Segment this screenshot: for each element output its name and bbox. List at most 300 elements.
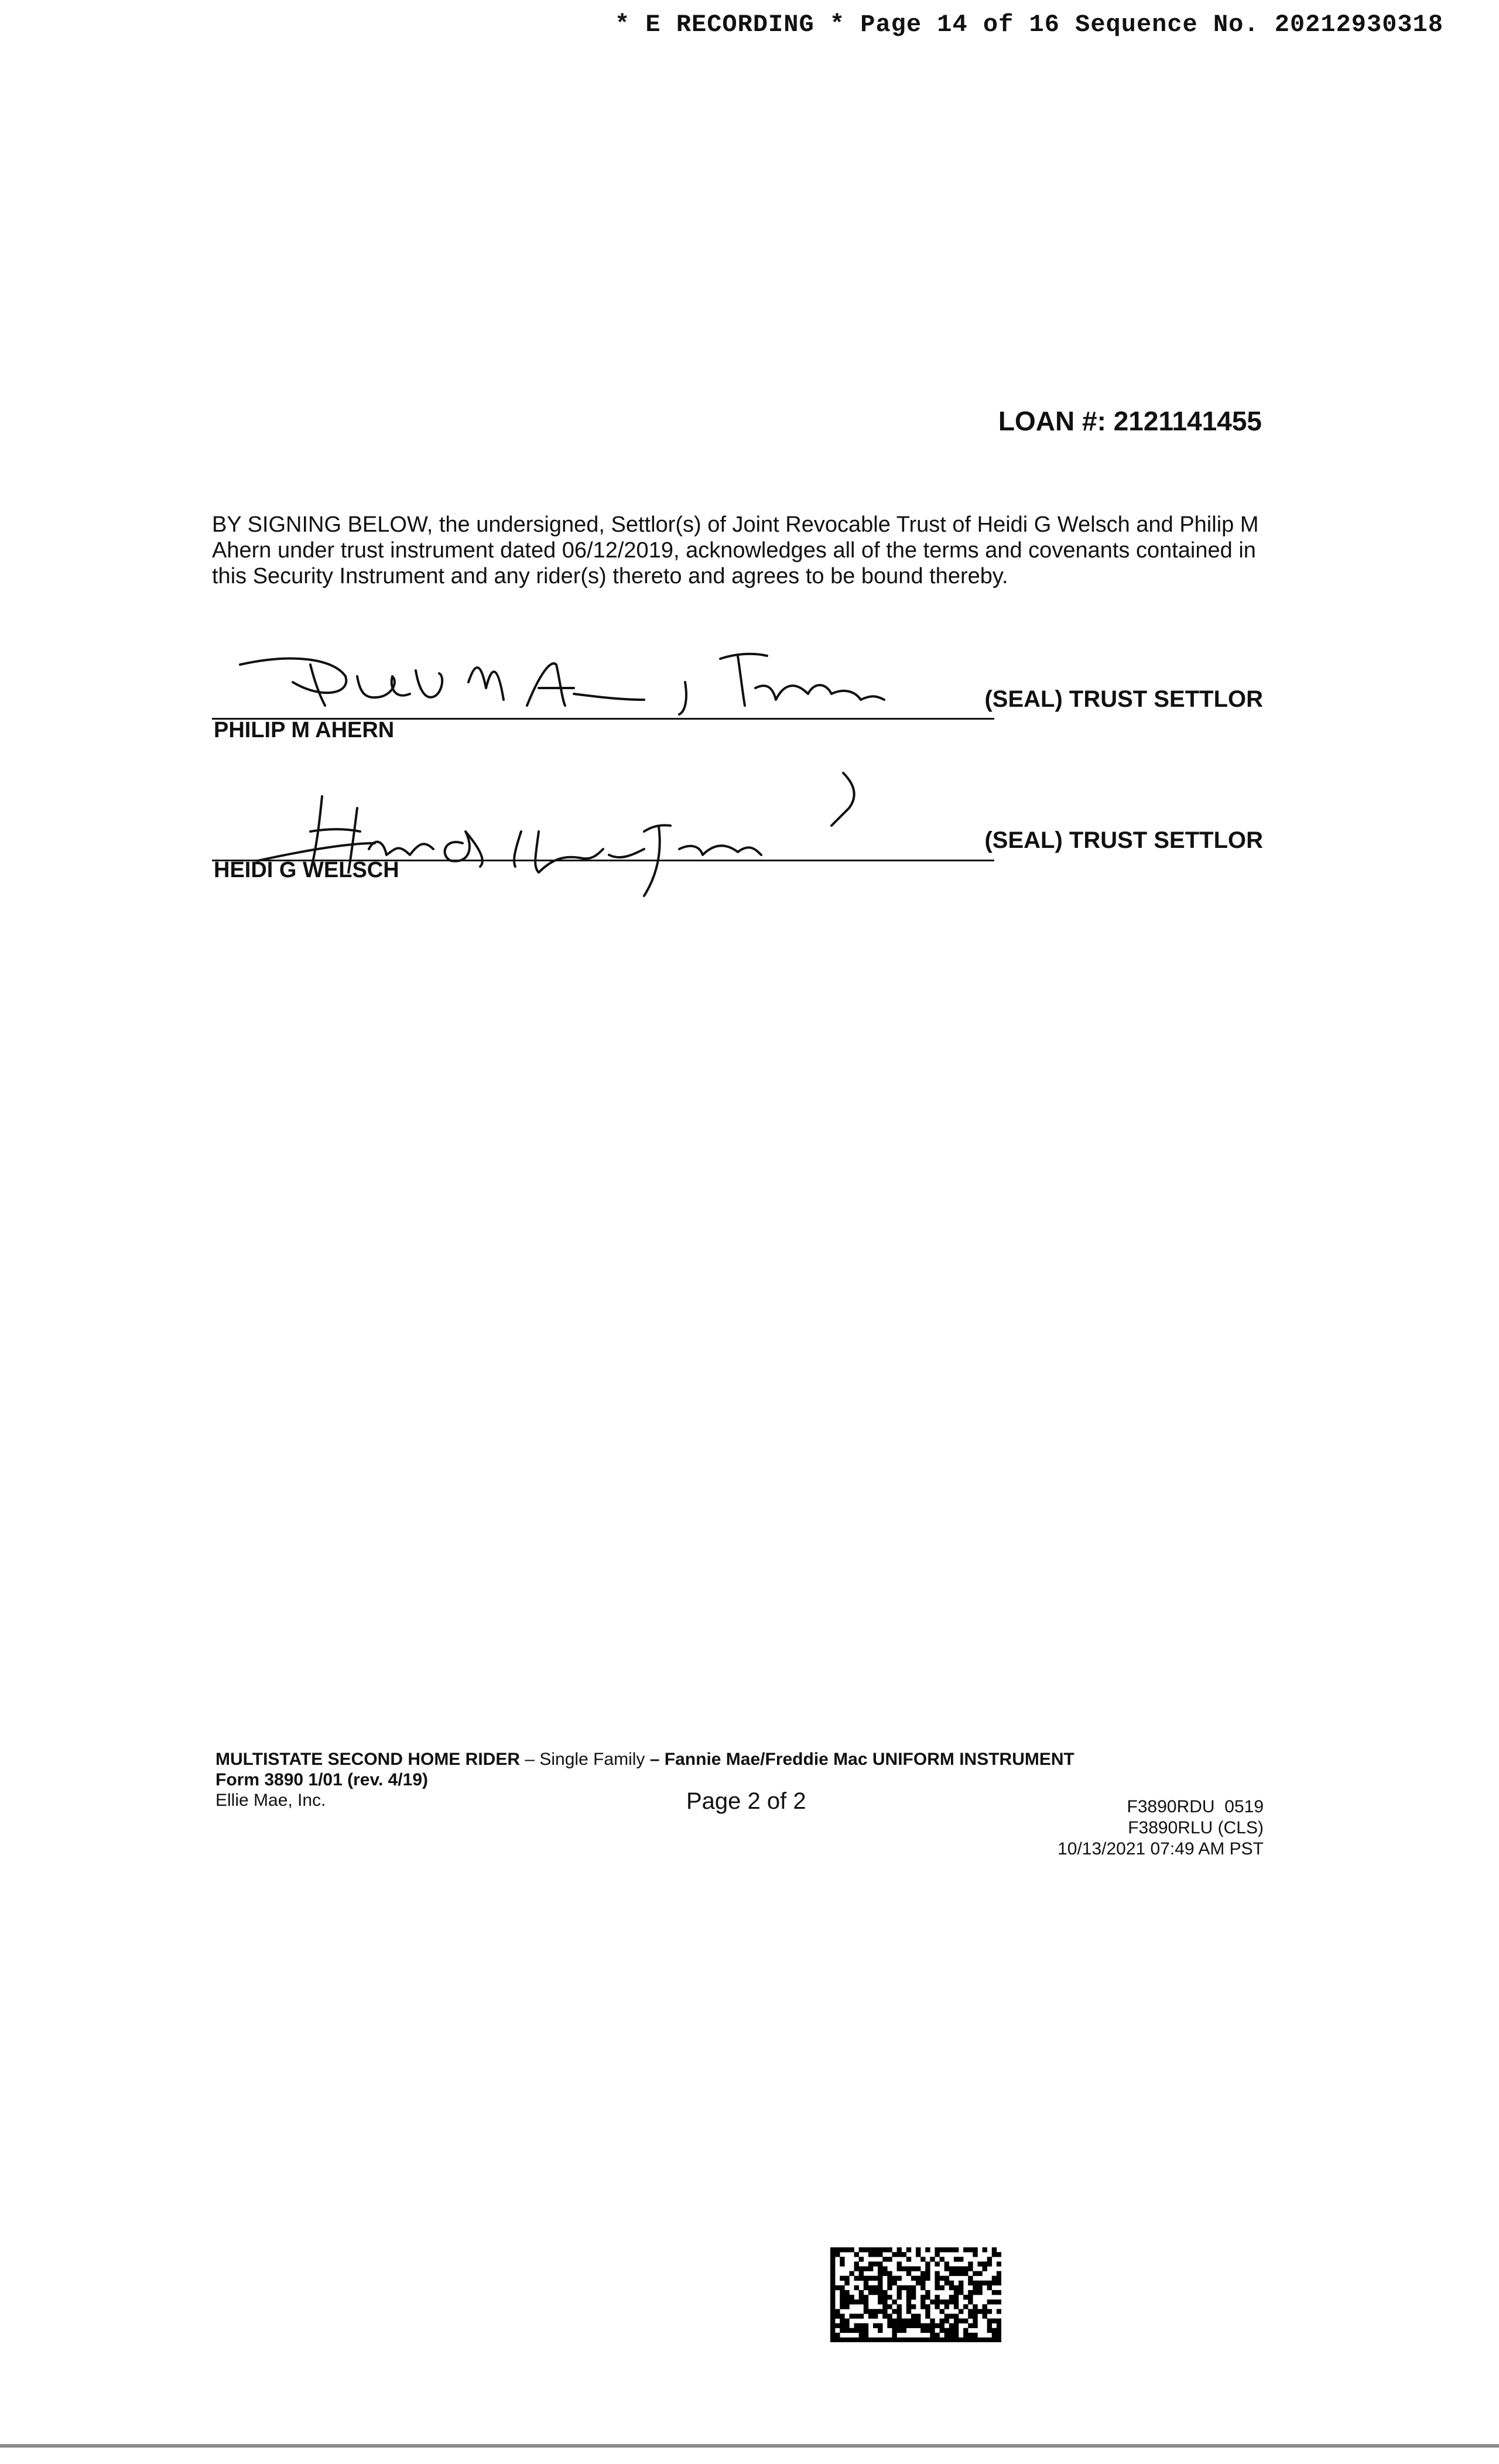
barcode-module xyxy=(849,2338,854,2342)
barcode-module xyxy=(944,2266,949,2271)
barcode-module xyxy=(987,2338,992,2342)
handwritten-signature-heidi xyxy=(223,761,949,913)
barcode-module xyxy=(930,2323,935,2328)
barcode-module xyxy=(954,2304,959,2309)
barcode-module xyxy=(916,2323,920,2328)
barcode-module xyxy=(959,2338,963,2342)
barcode-module xyxy=(882,2266,887,2271)
barcode-module xyxy=(944,2281,949,2285)
barcode-module xyxy=(954,2295,959,2299)
barcode-module xyxy=(911,2304,916,2309)
barcode-module xyxy=(844,2276,849,2281)
barcode-module xyxy=(882,2314,887,2318)
footer-title-normal: Single Family xyxy=(539,1750,645,1769)
barcode-module xyxy=(954,2299,959,2304)
loan-number: LOAN #: 2121141455 xyxy=(998,406,1262,436)
footer-page-number: Page 2 of 2 xyxy=(686,1788,806,1814)
barcode-module xyxy=(892,2276,896,2281)
barcode-module xyxy=(916,2319,920,2323)
barcode-module xyxy=(897,2328,902,2333)
barcode-module xyxy=(868,2338,873,2342)
barcode-module xyxy=(992,2290,997,2295)
barcode-module xyxy=(920,2281,925,2285)
barcode-module xyxy=(949,2281,954,2285)
barcode-module xyxy=(935,2261,939,2266)
barcode-module xyxy=(987,2328,992,2333)
barcode-module xyxy=(892,2338,896,2342)
barcode-module xyxy=(864,2338,868,2342)
footer-company: Ellie Mae, Inc. xyxy=(215,1791,326,1810)
barcode-module xyxy=(920,2323,925,2328)
barcode-module xyxy=(920,2276,925,2281)
barcode-module xyxy=(864,2247,868,2252)
barcode-module xyxy=(902,2328,906,2333)
barcode-module xyxy=(997,2290,1001,2295)
barcode-module xyxy=(882,2299,887,2304)
barcode-module xyxy=(859,2314,864,2318)
barcode-module xyxy=(849,2295,854,2299)
barcode-module xyxy=(844,2299,849,2304)
barcode-module xyxy=(878,2281,882,2285)
barcode-module xyxy=(963,2319,968,2323)
barcode-module xyxy=(916,2314,920,2318)
recording-header: * E RECORDING * Page 14 of 16 Sequence No. 20212930318 xyxy=(615,11,1444,39)
footer-title-sep-1: – xyxy=(520,1750,540,1769)
barcode-module xyxy=(868,2276,873,2281)
footer-code-1: F3890RDU 0519 xyxy=(1127,1797,1264,1816)
barcode-module xyxy=(830,2319,835,2323)
barcode-module xyxy=(997,2299,1001,2304)
barcode-module xyxy=(911,2319,916,2323)
barcode-module xyxy=(925,2295,930,2299)
barcode-module xyxy=(849,2271,854,2276)
barcode-module xyxy=(935,2323,939,2328)
barcode-module xyxy=(906,2266,911,2271)
signer-role-heidi: (SEAL) TRUST SETTLOR xyxy=(984,827,1263,853)
barcode-module xyxy=(935,2304,939,2309)
barcode-module xyxy=(878,2285,882,2290)
barcode-module xyxy=(906,2338,911,2342)
barcode-module xyxy=(830,2295,835,2299)
barcode-module xyxy=(920,2295,925,2299)
barcode-module xyxy=(925,2266,930,2271)
footer-title-bold-1: MULTISTATE SECOND HOME RIDER xyxy=(215,1750,520,1769)
barcode-module xyxy=(864,2309,868,2314)
barcode-module xyxy=(983,2304,987,2309)
barcode-module xyxy=(887,2285,892,2290)
barcode-module xyxy=(997,2319,1001,2323)
barcode-module xyxy=(892,2309,896,2314)
barcode-module xyxy=(844,2247,849,2252)
barcode-module xyxy=(859,2338,864,2342)
barcode-module xyxy=(944,2319,949,2323)
footer-code-2: F3890RLU (CLS) xyxy=(1128,1818,1264,1837)
barcode-module xyxy=(830,2285,835,2290)
barcode-module xyxy=(983,2261,987,2266)
barcode-module xyxy=(887,2319,892,2323)
barcode-module xyxy=(859,2295,864,2299)
barcode-module xyxy=(868,2285,873,2290)
barcode-module xyxy=(882,2257,887,2261)
barcode-module xyxy=(963,2304,968,2309)
barcode-module xyxy=(968,2295,973,2299)
barcode-module xyxy=(902,2319,906,2323)
barcode-module xyxy=(954,2271,959,2276)
barcode-module xyxy=(892,2328,896,2333)
barcode-module xyxy=(987,2309,992,2314)
barcode-module xyxy=(916,2276,920,2281)
barcode-module xyxy=(959,2271,963,2276)
barcode-module xyxy=(949,2295,954,2299)
barcode-module xyxy=(902,2252,906,2257)
barcode-module xyxy=(930,2338,935,2342)
barcode-module xyxy=(949,2328,954,2333)
page-bottom-rule xyxy=(0,2444,1499,2448)
barcode-module xyxy=(864,2276,868,2281)
barcode-module xyxy=(935,2295,939,2299)
barcode-module xyxy=(830,2281,835,2285)
barcode-module xyxy=(968,2247,973,2252)
barcode-module xyxy=(973,2247,977,2252)
barcode-module xyxy=(944,2304,949,2309)
barcode-module xyxy=(935,2338,939,2342)
barcode-module xyxy=(906,2309,911,2314)
barcode-module xyxy=(968,2309,973,2314)
barcode-module xyxy=(997,2271,1001,2276)
barcode-module xyxy=(959,2281,963,2285)
barcode-module xyxy=(873,2247,878,2252)
barcode-module xyxy=(906,2257,911,2261)
barcode-module xyxy=(963,2295,968,2299)
barcode-module xyxy=(854,2285,859,2290)
barcode-module xyxy=(983,2281,987,2285)
barcode-module xyxy=(935,2281,939,2285)
barcode-module xyxy=(878,2328,882,2333)
barcode-module xyxy=(968,2323,973,2328)
barcode-module xyxy=(887,2314,892,2318)
barcode-module xyxy=(944,2276,949,2281)
barcode-module xyxy=(878,2261,882,2266)
barcode-module xyxy=(835,2333,840,2338)
barcode-module xyxy=(864,2323,868,2328)
footer-title-bold-2: Fannie Mae/Freddie Mac UNIFORM INSTRUMENT xyxy=(664,1750,1074,1769)
barcode-module xyxy=(878,2266,882,2271)
barcode-module xyxy=(963,2328,968,2333)
barcode-module xyxy=(959,2285,963,2290)
barcode-module xyxy=(911,2295,916,2299)
barcode-module xyxy=(897,2290,902,2295)
barcode-module xyxy=(835,2314,840,2318)
barcode-module xyxy=(940,2257,944,2261)
barcode-module xyxy=(940,2309,944,2314)
barcode-module xyxy=(830,2299,835,2304)
barcode-module xyxy=(954,2247,959,2252)
barcode-module xyxy=(844,2328,849,2333)
footer-title-sep-2: – xyxy=(645,1750,665,1769)
barcode-module xyxy=(983,2338,987,2342)
barcode-module xyxy=(983,2309,987,2314)
barcode-module xyxy=(830,2261,835,2266)
barcode-module xyxy=(887,2304,892,2309)
barcode-module xyxy=(968,2266,973,2271)
barcode-module xyxy=(840,2295,844,2299)
barcode-module xyxy=(906,2304,911,2309)
barcode-module xyxy=(935,2247,939,2252)
barcode-module xyxy=(882,2338,887,2342)
barcode-module xyxy=(906,2247,911,2252)
barcode-module xyxy=(830,2266,835,2271)
barcode-module xyxy=(983,2247,987,2252)
barcode-module xyxy=(992,2281,997,2285)
barcode-module xyxy=(925,2271,930,2276)
barcode-module xyxy=(897,2276,902,2281)
barcode-module xyxy=(887,2295,892,2299)
barcode-module xyxy=(864,2285,868,2290)
barcode-module xyxy=(949,2314,954,2318)
barcode-module xyxy=(840,2304,844,2309)
barcode-module xyxy=(920,2285,925,2290)
barcode-module xyxy=(878,2299,882,2304)
barcode-module xyxy=(973,2252,977,2257)
barcode-module xyxy=(973,2304,977,2309)
barcode-module xyxy=(935,2299,939,2304)
barcode-module xyxy=(897,2266,902,2271)
signer-role-philip: (SEAL) TRUST SETTLOR xyxy=(984,686,1263,712)
barcode-module xyxy=(854,2328,859,2333)
barcode-module xyxy=(987,2323,992,2328)
barcode-module xyxy=(977,2261,982,2266)
barcode-module xyxy=(987,2299,992,2304)
barcode-module xyxy=(859,2257,864,2261)
footer-timestamp: 10/13/2021 07:49 AM PST xyxy=(1057,1839,1264,1859)
barcode-module xyxy=(987,2257,992,2261)
barcode-module xyxy=(835,2309,840,2314)
barcode-module xyxy=(973,2319,977,2323)
barcode-module xyxy=(977,2309,982,2314)
barcode-module xyxy=(897,2261,902,2266)
barcode-module xyxy=(963,2338,968,2342)
barcode-module xyxy=(977,2271,982,2276)
barcode-module xyxy=(840,2328,844,2333)
barcode-module xyxy=(944,2314,949,2318)
barcode-module xyxy=(878,2290,882,2295)
barcode-module xyxy=(944,2299,949,2304)
barcode-module xyxy=(859,2276,864,2281)
barcode-module xyxy=(864,2328,868,2333)
barcode-module xyxy=(873,2314,878,2318)
barcode-module xyxy=(949,2333,954,2338)
barcode-module xyxy=(878,2338,882,2342)
barcode-module xyxy=(916,2266,920,2271)
barcode-module xyxy=(830,2338,835,2342)
barcode-module xyxy=(887,2281,892,2285)
barcode-module xyxy=(911,2266,916,2271)
barcode-module xyxy=(949,2285,954,2290)
barcode-module xyxy=(920,2304,925,2309)
barcode-module xyxy=(925,2309,930,2314)
barcode-module xyxy=(830,2309,835,2314)
barcode-module xyxy=(873,2323,878,2328)
barcode-module xyxy=(954,2328,959,2333)
barcode-module xyxy=(944,2247,949,2252)
barcode-module xyxy=(959,2290,963,2295)
barcode-module xyxy=(897,2252,902,2257)
barcode-module xyxy=(935,2271,939,2276)
barcode-module xyxy=(864,2266,868,2271)
barcode-module xyxy=(864,2299,868,2304)
barcode-module xyxy=(844,2338,849,2342)
barcode-module xyxy=(997,2261,1001,2266)
barcode-module xyxy=(859,2299,864,2304)
barcode-module xyxy=(849,2328,854,2333)
barcode-module xyxy=(830,2271,835,2276)
barcode-module xyxy=(968,2281,973,2285)
barcode-module xyxy=(954,2257,959,2261)
barcode-module xyxy=(887,2323,892,2328)
barcode-module xyxy=(859,2328,864,2333)
barcode-module xyxy=(954,2290,959,2295)
barcode-module xyxy=(959,2266,963,2271)
barcode-module xyxy=(868,2247,873,2252)
barcode-module xyxy=(878,2276,882,2281)
barcode-module xyxy=(935,2252,939,2257)
barcode-module xyxy=(949,2299,954,2304)
barcode-module xyxy=(940,2276,944,2281)
barcode-module xyxy=(968,2299,973,2304)
barcode-module xyxy=(854,2299,859,2304)
barcode-module xyxy=(897,2304,902,2309)
barcode-module xyxy=(935,2276,939,2281)
barcode-module xyxy=(906,2295,911,2299)
barcode-module xyxy=(911,2276,916,2281)
barcode-module xyxy=(878,2247,882,2252)
barcode-module xyxy=(954,2314,959,2318)
barcode-module xyxy=(882,2271,887,2276)
barcode-module xyxy=(959,2319,963,2323)
barcode-module xyxy=(897,2314,902,2318)
barcode-module xyxy=(944,2261,949,2266)
barcode-module xyxy=(968,2261,973,2266)
barcode-module xyxy=(835,2338,840,2342)
barcode-module xyxy=(992,2338,997,2342)
barcode-module xyxy=(925,2261,930,2266)
barcode-module xyxy=(840,2285,844,2290)
barcode-module xyxy=(987,2285,992,2290)
barcode-module xyxy=(973,2323,977,2328)
barcode-module xyxy=(925,2247,930,2252)
barcode-module xyxy=(973,2285,977,2290)
barcode-module xyxy=(997,2252,1001,2257)
barcode-module xyxy=(949,2323,954,2328)
barcode-module xyxy=(925,2276,930,2281)
barcode-module xyxy=(949,2266,954,2271)
barcode-module xyxy=(973,2338,977,2342)
barcode-module xyxy=(854,2252,859,2257)
barcode-module xyxy=(844,2290,849,2295)
barcode-module xyxy=(963,2271,968,2276)
barcode-module xyxy=(868,2252,873,2257)
barcode-module xyxy=(844,2295,849,2299)
barcode-module xyxy=(973,2333,977,2338)
barcode-module xyxy=(864,2295,868,2299)
barcode-module xyxy=(906,2299,911,2304)
barcode-module xyxy=(840,2257,844,2261)
barcode-module xyxy=(992,2276,997,2281)
footer-form-number: Form 3890 1/01 (rev. 4/19) xyxy=(215,1770,428,1789)
barcode-module xyxy=(954,2266,959,2271)
barcode-module xyxy=(987,2261,992,2266)
barcode-module xyxy=(911,2314,916,2318)
barcode-module xyxy=(859,2323,864,2328)
barcode-module xyxy=(892,2319,896,2323)
barcode-module xyxy=(911,2285,916,2290)
barcode-module xyxy=(878,2271,882,2276)
barcode-module xyxy=(925,2338,930,2342)
barcode-module xyxy=(987,2319,992,2323)
barcode-module xyxy=(916,2247,920,2252)
footer-instrument-title xyxy=(215,1750,1074,1770)
barcode-module xyxy=(906,2290,911,2295)
barcode-module xyxy=(959,2257,963,2261)
barcode-module xyxy=(835,2247,840,2252)
barcode-module xyxy=(925,2314,930,2318)
barcode-module xyxy=(844,2304,849,2309)
barcode-module xyxy=(954,2319,959,2323)
barcode-module xyxy=(887,2257,892,2261)
barcode-module xyxy=(897,2319,902,2323)
barcode-module xyxy=(997,2333,1001,2338)
barcode-module xyxy=(992,2252,997,2257)
barcode-module xyxy=(868,2261,873,2266)
barcode-module xyxy=(902,2266,906,2271)
barcode-module xyxy=(835,2323,840,2328)
barcode-module xyxy=(930,2319,935,2323)
barcode-module xyxy=(854,2276,859,2281)
barcode-module xyxy=(873,2338,878,2342)
barcode-module xyxy=(840,2247,844,2252)
barcode-module xyxy=(902,2285,906,2290)
barcode-module xyxy=(944,2338,949,2342)
barcode-module xyxy=(882,2247,887,2252)
barcode-module xyxy=(873,2276,878,2281)
barcode-module xyxy=(873,2252,878,2257)
barcode-module xyxy=(930,2333,935,2338)
barcode-module xyxy=(954,2285,959,2290)
barcode-module xyxy=(997,2338,1001,2342)
signer-name-heidi: HEIDI G WELSCH xyxy=(214,858,399,882)
barcode-module xyxy=(878,2309,882,2314)
barcode-module xyxy=(920,2299,925,2304)
barcode-module xyxy=(920,2338,925,2342)
barcode-module xyxy=(930,2257,935,2261)
barcode-module xyxy=(992,2319,997,2323)
barcode-module xyxy=(849,2314,854,2318)
barcode-module xyxy=(997,2328,1001,2333)
barcode-module xyxy=(906,2285,911,2290)
barcode-module xyxy=(954,2338,959,2342)
barcode-module xyxy=(977,2290,982,2295)
barcode-module xyxy=(892,2333,896,2338)
barcode-module xyxy=(906,2323,911,2328)
barcode-module xyxy=(897,2247,902,2252)
barcode-module xyxy=(977,2281,982,2285)
barcode-module xyxy=(859,2247,864,2252)
barcode-module xyxy=(977,2285,982,2290)
barcode-module xyxy=(830,2328,835,2333)
barcode-module xyxy=(868,2266,873,2271)
barcode-module xyxy=(840,2338,844,2342)
barcode-module xyxy=(854,2261,859,2266)
